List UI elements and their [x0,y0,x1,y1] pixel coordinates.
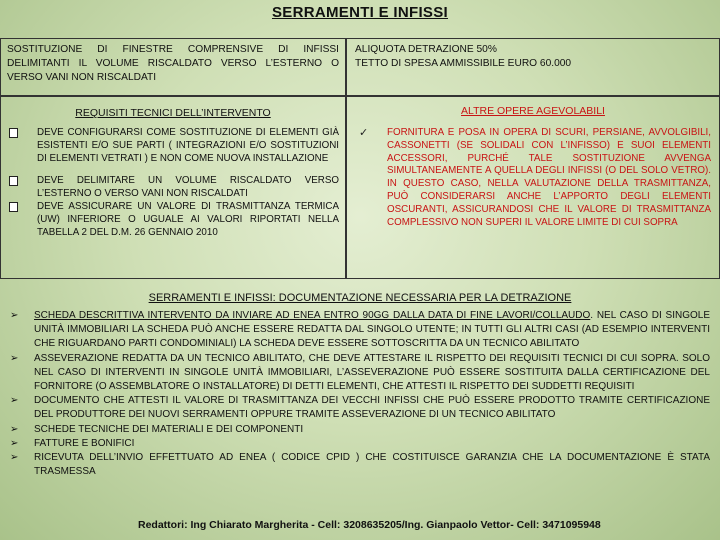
arrow-bullet-icon: ➢ [10,452,19,464]
doc-item-text: RICEVUTA DELL’INVIO EFFETTUATO AD ENEA ( CODICE CPID ) CHE COSTITUISCE GARANZIA CHE LA DOCUMENTAZIONE È STATA TRASMESSA [34,452,710,478]
list-item [7,127,339,165]
arrow-bullet-icon: ➢ [10,352,19,364]
intro-rates-box [346,38,720,96]
documentazione-heading: SERRAMENTI E INFISSI: DOCUMENTAZIONE NECESSARIA PER LA DETRAZIONE [148,292,572,304]
doc-item-underlined: SCHEDA DESCRITTIVA INTERVENTO DA INVIARE AD ENEA ENTRO 90GG DALLA DATA DI FINE LAVORI/COLLAUDO [34,310,591,321]
arrow-bullet-icon: ➢ [10,423,19,435]
list-item [10,352,710,395]
list-item [10,437,710,451]
page-title: SERRAMENTI E INFISSI [271,4,449,21]
doc-item-text: SCHEDE TECNICHE DEI MATERIALI E DEI COMPONENTI [34,423,304,435]
checkbox-icon [9,202,18,212]
altre-opere-text: FORNITURA E POSA IN OPERA DI SCURI, PERSIANE, AVVOLGIBILI, CASSONETTI (SE SOLIDALI CON L’INFISSO) E SUOI ELEMENTI ACCESSORI, PURCHÉ TALE SOSTITUZIONE AVVENGA SIMULTANEAMENTE A QUELLA DEGLI INFISSI (O DEL SOLO VETRO). IN QUESTO CASO, NELLA VALUTAZIONE DELLA TRASMITTANZA, PUÒ CONSIDERARSI ANCHE L’APPORTO DEGLI ELEMENTI OSCURANTI, ASSICURANDOSI CHE IL VALORE DI TRASMITTANZA COMPLESSIVO NON SUPERI IL VALORE LIMITE DI CUI SOPRA [387,127,711,228]
list-item [10,423,710,437]
doc-item-text: DOCUMENTO CHE ATTESTI IL VALORE DI TRASMITTANZA DEI VECCHI INFISSI CHE PUÒ ESSERE PRODOTTO TRAMITE CERTIFICAZIONE DEL PRODUTTORE DEI NUOVI SERRAMENTI OPPURE TRAMITE ASSEVERAZIONE DI UN TECNICO ABILITATO [34,395,710,421]
list-item [10,309,710,352]
intro-description-box [0,38,346,96]
list-item [10,451,710,479]
list-item [7,201,339,239]
requisiti-box [0,96,346,279]
arrow-bullet-icon: ➢ [10,310,19,321]
altre-opere-box [346,96,720,279]
requisito-text: DEVE ASSICURARE UN VALORE DI TRASMITTANZA TERMICA (UW) INFERIORE O UGUALE AI VALORI RIPORTATI NELLA TABELLA 2 DEL D.M. 26 GENNAIO 2010 [37,200,339,238]
requisito-text: DEVE CONFIGURARSI COME SOSTITUZIONE DI ELEMENTI GIÀ ESISTENTI E/O SUE PARTI ( INTEGRAZIONI E/O SOSTITUZIONI DI ELEMENTI VETRATI ) E NON COME NUOVA INSTALLAZIONE [37,127,339,164]
spending-cap: TETTO DI SPESA AMMISSIBILE EURO 60.000 [355,58,572,69]
checkbox-icon [9,128,18,138]
doc-item-text: ASSEVERAZIONE REDATTA DA UN TECNICO ABILITATO, CHE DEVE ATTESTARE IL RISPETTO DEI REQUISITI TECNICI DI CUI SOPRA. SOLO NEL CASO DI INTERVENTI IN SINGOLE UNITÀ IMMOBILIARI, L’ASSEVERAZIONE PUÒ ESSERE SOSTITUITA DALLA CERTIFICAZIONE DEL FORNITORE (O ASSEMBLATORE O INSTALLATORE) DI DETTI ELEMENTI, CHE ATTESTI IL RISPETTO DEI SUDDETTI REQUISITI [34,352,710,393]
footer-credits: Redattori: Ing Chiarato Margherita - Cell: 3208635205/Ing. Gianpaolo Vettor- Cell: 3471095948 [138,519,601,531]
doc-item-text: . NEL CASO DI SINGOLE UNITÀ IMMOBILIARI LA SCHEDA PUÒ ANCHE ESSERE REDATTA DAL SINGOLO UTENTE; IN TUTTI GLI ALTRI CASI (AD ESEMPIO INTERVENTI CHE RIGUARDANO PARTI CONDOMINIALI) LA SCHEDA DEVE ESSERE SOTTOSCRITTA DA UN TECNICO ABILITATO [34,310,710,350]
documentazione-list [10,309,710,479]
requisiti-list [7,127,339,239]
altre-opere-heading: ALTRE OPERE AGEVOLABILI [461,105,605,117]
intro-description: SOSTITUZIONE DI FINESTRE COMPRENSIVE DI INFISSI DELIMITANTI IL VOLUME RISCALDATO VERSO L’ESTERNO O VERSO VANI NON RISCALDATI [7,44,339,83]
arrow-bullet-icon: ➢ [10,437,19,449]
tax-rate: ALIQUOTA DETRAZIONE 50% [355,44,497,55]
requisiti-heading: REQUISITI TECNICI DELL’INTERVENTO [75,107,271,119]
requisito-text: DEVE DELIMITARE UN VOLUME RISCALDATO VERSO L’ESTERNO O VERSO VANI NON RISCALDATI [37,175,339,200]
list-item [7,175,339,201]
checkmark-icon: ✓ [359,127,369,139]
altre-opere-item [355,127,711,229]
arrow-bullet-icon: ➢ [10,395,19,407]
checkbox-icon [9,176,18,186]
doc-item-text: FATTURE E BONIFICI [34,437,135,449]
list-item [10,394,710,422]
